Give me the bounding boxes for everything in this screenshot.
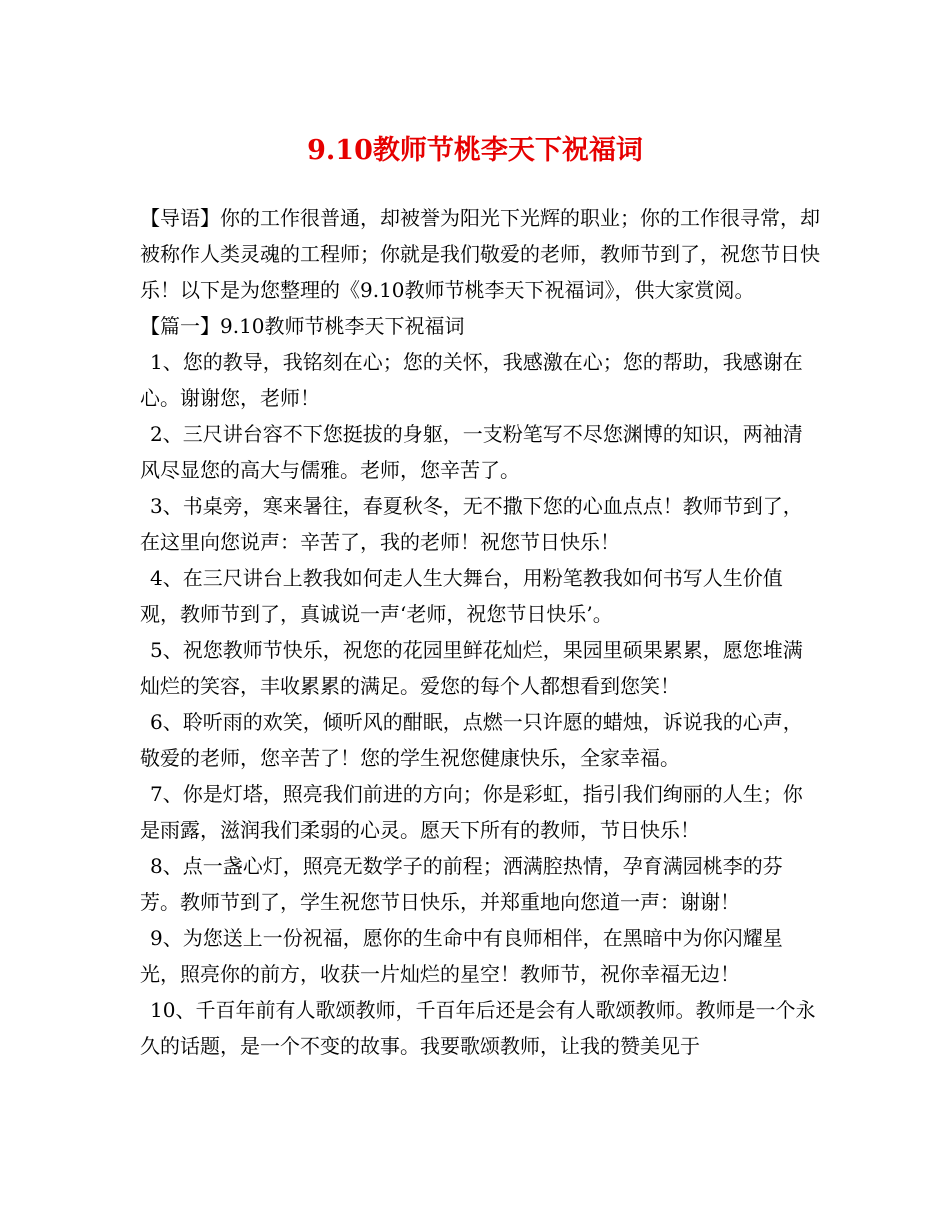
document-body (140, 200, 820, 1064)
list-item: 10、千百年前有人歌颂教师，千百年后还是会有人歌颂教师。教师是一个永久的话题，是一个不变的故事。我要歌颂教师，让我的赞美见于 (140, 998, 816, 1058)
list-item: 5、祝您教师节快乐，祝您的花园里鲜花灿烂，果园里硕果累累，愿您堆满灿烂的笑容，丰收累累的满足。爱您的每个人都想看到您笑！ (140, 638, 803, 698)
list-item: 6、聆听雨的欢笑，倾听风的酣眠，点燃一只许愿的蜡烛，诉说我的心声，敬爱的老师，您辛苦了！您的学生祝您健康快乐，全家幸福。 (140, 710, 803, 770)
list-item: 7、你是灯塔，照亮我们前进的方向；你是彩虹，指引我们绚丽的人生；你是雨露，滋润我们柔弱的心灵。愿天下所有的教师，节日快乐！ (140, 782, 803, 842)
intro-paragraph: 【导语】你的工作很普通，却被誉为阳光下光辉的职业；你的工作很寻常，却被称作人类灵魂的工程师；你就是我们敬爱的老师，教师节到了，祝您节日快乐！以下是为您整理的《9.10教师节桃李天下祝福词》，供大家赏阅。 (140, 206, 820, 302)
list-item: 1、您的教导，我铭刻在心；您的关怀，我感激在心；您的帮助，我感谢在心。谢谢您，老师！ (140, 350, 803, 410)
list-item: 2、三尺讲台容不下您挺拔的身躯，一支粉笔写不尽您渊博的知识，两袖清风尽显您的高大与儒雅。老师，您辛苦了。 (140, 422, 803, 482)
list-item: 3、书桌旁，寒来暑往，春夏秋冬，无不撒下您的心血点点！教师节到了，在这里向您说声：辛苦了，我的老师！祝您节日快乐！ (140, 494, 803, 554)
list-item: 8、点一盏心灯，照亮无数学子的前程；洒满腔热情，孕育满园桃李的芬芳。教师节到了，学生祝您节日快乐，并郑重地向您道一声：谢谢！ (140, 854, 783, 914)
list-item: 9、为您送上一份祝福，愿你的生命中有良师相伴，在黑暗中为你闪耀星光，照亮你的前方，收获一片灿烂的星空！教师节，祝你幸福无边！ (140, 926, 783, 986)
list-item: 4、在三尺讲台上教我如何走人生大舞台，用粉笔教我如何书写人生价值观，教师节到了，真诚说一声‘老师，祝您节日快乐’。 (140, 566, 783, 626)
section-heading: 【篇一】9.10教师节桃李天下祝福词 (140, 314, 465, 338)
document-title: 9.10教师节桃李天下祝福词 (307, 135, 643, 166)
